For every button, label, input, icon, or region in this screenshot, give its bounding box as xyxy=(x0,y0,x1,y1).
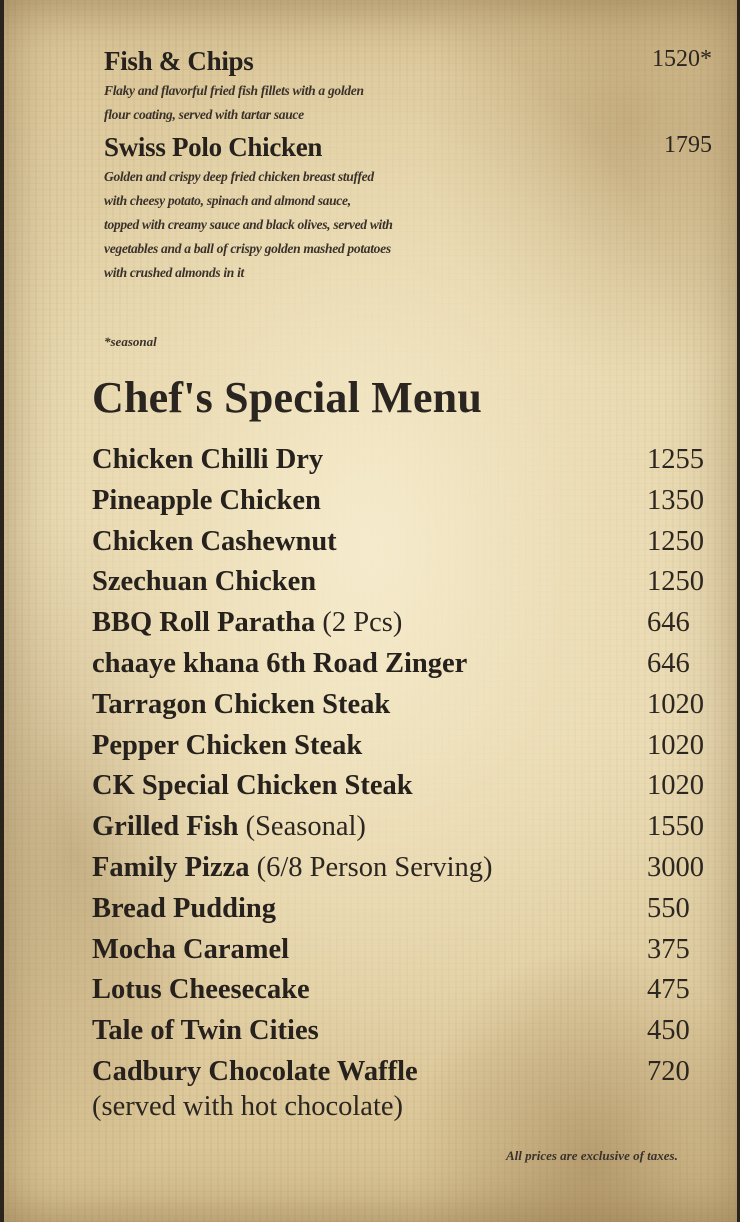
item-price: 3000 xyxy=(647,851,704,883)
menu-row xyxy=(92,522,722,563)
item-name: CK Special Chicken Steak xyxy=(92,770,413,802)
served-note: (served with hot chocolate) xyxy=(92,1091,404,1122)
description-line: flour coating, served with tartar sauce xyxy=(104,107,304,122)
item-name: Szechuan Chicken xyxy=(92,566,317,598)
item-price: 1250 xyxy=(647,525,704,557)
item-price: 1255 xyxy=(647,444,704,475)
item-name: chaaye khana 6th Road Zinger xyxy=(92,647,468,679)
menu-row xyxy=(92,644,722,685)
item-name: Grilled Fish xyxy=(92,811,239,843)
item-price: 646 xyxy=(647,647,690,679)
item-price: 1350 xyxy=(647,484,704,516)
item-price: 1020 xyxy=(647,770,704,802)
description-line: vegetables and a ball of crispy golden mashed potatoes xyxy=(104,241,391,256)
item-price: 646 xyxy=(647,607,690,639)
item-name: Pepper Chicken Steak xyxy=(92,729,363,761)
item-name: Family Pizza xyxy=(92,851,250,883)
menu-row xyxy=(92,440,722,481)
item-name: Chicken Chilli Dry xyxy=(92,444,324,475)
item-name: Tale of Twin Cities xyxy=(92,1015,319,1047)
item-description xyxy=(104,79,474,127)
item-name: Bread Pudding xyxy=(92,892,276,924)
menu-row xyxy=(92,848,722,889)
description-line: Flaky and flavorful fried fish fillets with a golden xyxy=(104,83,364,98)
item-name: Mocha Caramel xyxy=(92,933,290,965)
item-description xyxy=(104,165,474,285)
item-name: Tarragon Chicken Steak xyxy=(92,688,391,720)
description-line: with cheesy potato, spinach and almond sauce, xyxy=(104,193,351,208)
item-price: 1520* xyxy=(652,46,712,72)
item-price: 375 xyxy=(647,933,690,965)
menu-row xyxy=(92,685,722,726)
seasonal-note: *seasonal xyxy=(104,334,157,349)
menu-item-fish-and-chips xyxy=(104,46,724,127)
menu-row xyxy=(92,766,722,807)
menu-row xyxy=(92,970,722,1011)
section-title: Chef's Special Menu xyxy=(92,373,483,422)
item-price: 1250 xyxy=(647,566,704,598)
menu-row xyxy=(92,603,722,644)
item-price: 475 xyxy=(647,974,690,1006)
item-price: 1795 xyxy=(664,132,712,158)
description-line: Golden and crispy deep fried chicken breast stuffed xyxy=(104,169,374,184)
item-price: 450 xyxy=(647,1015,690,1047)
item-name: Fish & Chips xyxy=(104,46,254,76)
item-price: 1020 xyxy=(647,729,704,761)
item-name: BBQ Roll Paratha xyxy=(92,607,316,639)
item-note: (6/8 Person Serving) xyxy=(249,851,493,883)
menu-row xyxy=(92,562,722,603)
menu-row xyxy=(92,889,722,930)
left-edge xyxy=(0,0,4,1222)
item-name: Cadbury Chocolate Waffle xyxy=(92,1055,418,1087)
item-note: (Seasonal) xyxy=(238,811,366,843)
menu-row xyxy=(92,1011,722,1052)
item-name: Lotus Cheesecake xyxy=(92,974,310,1006)
taxes-note: All prices are exclusive of taxes. xyxy=(506,1148,678,1163)
menu-item-swiss-polo-chicken xyxy=(104,132,724,285)
item-price: 1020 xyxy=(647,688,704,720)
item-price: 550 xyxy=(647,892,690,924)
menu-row xyxy=(92,481,722,522)
item-name: Swiss Polo Chicken xyxy=(104,132,323,162)
item-name: Chicken Cashewnut xyxy=(92,525,337,557)
description-line: topped with creamy sauce and black olives, served with xyxy=(104,217,393,232)
chef-special-list xyxy=(92,440,722,1093)
menu-row xyxy=(92,726,722,767)
item-price: 1550 xyxy=(647,811,704,843)
item-note: (2 Pcs) xyxy=(315,607,403,639)
menu-row xyxy=(92,807,722,848)
menu-row xyxy=(92,930,722,971)
item-name: Pineapple Chicken xyxy=(92,484,321,516)
description-line: with crushed almonds in it xyxy=(104,265,244,280)
menu-row xyxy=(92,1052,722,1093)
item-price: 720 xyxy=(647,1055,690,1087)
